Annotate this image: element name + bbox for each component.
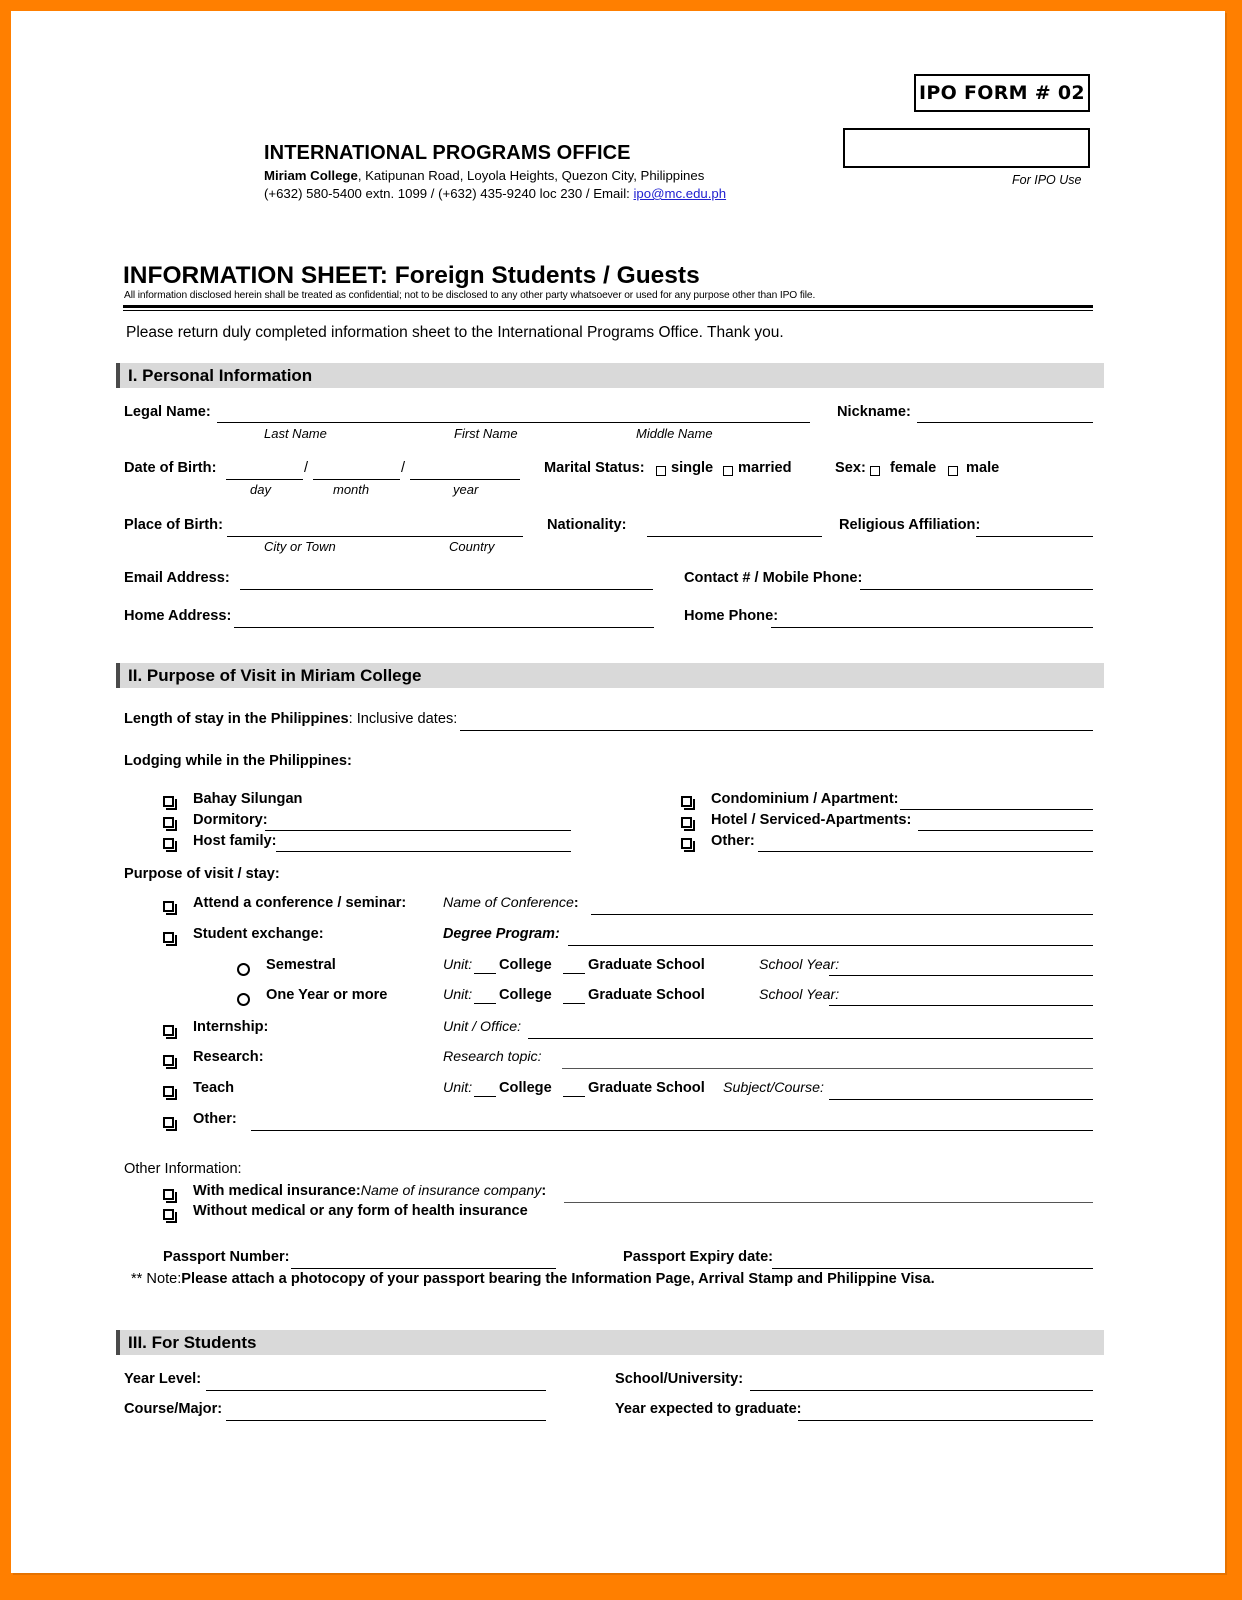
dormitory-input[interactable]: [265, 830, 571, 831]
passport-expiry-label: Passport Expiry date:: [623, 1249, 774, 1265]
marital-status-label: Marital Status:: [544, 460, 645, 476]
internship-label: Internship:: [193, 1019, 269, 1035]
length-of-stay-label: Length of stay in the Philippines: [124, 711, 349, 727]
one-year-school-year-input[interactable]: [829, 1005, 1093, 1006]
dob-separator-1: /: [304, 460, 309, 476]
religious-affiliation-input[interactable]: [976, 536, 1093, 537]
mobile-phone-label: Contact # / Mobile Phone:: [684, 570, 863, 586]
place-of-birth-label: Place of Birth:: [124, 517, 223, 533]
section-header-purpose-of-visit: [116, 663, 1104, 688]
lodging-label-host-family: Host family:: [193, 833, 277, 849]
hotel-serviced-apartments-input[interactable]: [918, 830, 1093, 831]
research-topic-input[interactable]: [562, 1068, 1093, 1069]
organization-address: [264, 168, 704, 183]
teach-unit-input[interactable]: [474, 1096, 496, 1097]
teach-graduate-school-label: Graduate School: [588, 1080, 705, 1096]
one-year-graduate-school-label: Graduate School: [588, 987, 705, 1003]
semestral-graduate-school-label: Graduate School: [588, 957, 705, 973]
caption-city-or-town: City or Town: [264, 539, 336, 554]
lodging-heading: Lodging while in the Philippines:: [124, 753, 352, 769]
checkbox-research[interactable]: [163, 1055, 174, 1066]
return-instruction: Please return duly completed information sheet to the International Programs Office. Thank you.: [126, 324, 784, 341]
sex-male-label: male: [966, 460, 1000, 476]
checkbox-sex-male[interactable]: [948, 466, 958, 476]
name-of-conference-italic: Name of Conference: [443, 895, 574, 911]
title-divider-thick: [123, 305, 1093, 308]
home-phone-input[interactable]: [771, 627, 1093, 628]
page-title: [123, 262, 700, 290]
caption-year: year: [453, 482, 479, 497]
marital-married-label: married: [738, 460, 792, 476]
semestral-school-year-input[interactable]: [829, 975, 1093, 976]
checkbox-condominium-apartment[interactable]: [681, 796, 692, 807]
sex-label: Sex:: [835, 460, 866, 476]
checkbox-marital-single[interactable]: [656, 466, 666, 476]
without-insurance-label: Without medical or any form of health insurance: [193, 1203, 528, 1219]
year-level-label: Year Level:: [124, 1371, 202, 1387]
school-university-input[interactable]: [750, 1390, 1093, 1391]
passport-note-prefix: ** Note:: [131, 1271, 182, 1287]
checkbox-dormitory[interactable]: [163, 817, 174, 828]
with-insurance-row: [193, 1183, 546, 1199]
name-of-conference-colon: :: [573, 895, 579, 911]
insurance-company-colon: :: [541, 1183, 547, 1199]
nickname-label: Nickname:: [837, 404, 911, 420]
passport-expiry-input[interactable]: [772, 1268, 1093, 1269]
caption-country: Country: [449, 539, 495, 554]
organization-phones: (+632) 580-5400 extn. 1099 / (+632) 435-9240 loc 230 / Email:: [264, 186, 634, 201]
insurance-company-input[interactable]: [564, 1202, 1093, 1203]
one-year-grad-input[interactable]: [563, 1003, 585, 1004]
passport-note: [131, 1271, 935, 1287]
length-of-stay-row: [124, 711, 457, 727]
radio-one-year-or-more[interactable]: [237, 993, 250, 1006]
student-exchange-label: Student exchange:: [193, 926, 324, 942]
lodging-label-hotel-serviced-apartments: Hotel / Serviced-Apartments:: [711, 812, 912, 828]
title-divider-thin: [123, 310, 1093, 311]
passport-note-text: Please attach a photocopy of your passport bearing the Information Page, Arrival Stamp and Philippine Visa.: [181, 1271, 935, 1287]
semestral-label: Semestral: [266, 957, 336, 973]
mobile-phone-input[interactable]: [860, 589, 1093, 590]
ipo-form-number-label: IPO FORM # 02: [919, 82, 1085, 104]
for-ipo-use-caption: For IPO Use: [1012, 173, 1082, 187]
section-label-personal-information: I. Personal Information: [128, 366, 313, 385]
internship-unit-office-label: Unit / Office:: [443, 1019, 522, 1035]
semestral-unit-label: Unit:: [443, 957, 473, 973]
purpose-other-input[interactable]: [251, 1130, 1093, 1131]
purpose-of-visit-heading: Purpose of visit / stay:: [124, 866, 280, 882]
marital-single-label: single: [671, 460, 714, 476]
organization-email-link[interactable]: ipo@mc.edu.ph: [633, 186, 727, 201]
one-year-college-label: College: [499, 987, 552, 1003]
lodging-label-dormitory: Dormitory:: [193, 812, 268, 828]
nickname-input[interactable]: [917, 422, 1093, 423]
checkbox-host-family[interactable]: [163, 838, 174, 849]
host-family-input[interactable]: [276, 851, 571, 852]
one-year-unit-label: Unit:: [443, 987, 473, 1003]
nationality-input[interactable]: [647, 536, 822, 537]
teach-grad-input[interactable]: [563, 1096, 585, 1097]
subject-course-label: Subject/Course:: [723, 1080, 824, 1096]
caption-middle-name: Middle Name: [636, 426, 713, 441]
checkbox-teach[interactable]: [163, 1086, 174, 1097]
inclusive-dates-input[interactable]: [460, 730, 1093, 731]
caption-month: month: [333, 482, 370, 497]
section-label-purpose-of-visit: II. Purpose of Visit in Miriam College: [128, 666, 422, 685]
teach-label: Teach: [193, 1080, 235, 1096]
caption-first-name: First Name: [454, 426, 518, 441]
email-address-label: Email Address:: [124, 570, 230, 586]
sex-female-label: female: [890, 460, 937, 476]
course-major-label: Course/Major:: [124, 1401, 223, 1417]
home-phone-label: Home Phone:: [684, 608, 779, 624]
email-address-input[interactable]: [240, 589, 653, 590]
checkbox-hotel-serviced-apartments[interactable]: [681, 817, 692, 828]
date-of-birth-label: Date of Birth:: [124, 460, 217, 476]
home-address-label: Home Address:: [124, 608, 232, 624]
place-of-birth-input[interactable]: [227, 536, 523, 537]
section-header-for-students: [116, 1330, 1104, 1355]
organization-name: Miriam College: [264, 168, 358, 183]
checkbox-attend-conference[interactable]: [163, 901, 174, 912]
research-topic-label: Research topic:: [443, 1049, 542, 1065]
organization-address-rest: , Katipunan Road, Loyola Heights, Quezon City, Philippines: [357, 168, 705, 183]
confidentiality-disclaimer: All information disclosed herein shall be treated as confidential; not to be disclosed to any other party whatsoever or used for any purpose other than IPO file.: [124, 290, 816, 301]
school-university-label: School/University:: [615, 1371, 744, 1387]
information-sheet: [11, 11, 1225, 1573]
internship-unit-office-input[interactable]: [528, 1038, 1093, 1039]
semestral-unit-input[interactable]: [474, 973, 496, 974]
one-year-unit-input[interactable]: [474, 1003, 496, 1004]
checkbox-without-medical-insurance[interactable]: [163, 1209, 174, 1220]
course-major-input[interactable]: [226, 1420, 546, 1421]
page-title-main: INFORMATION SHEET:: [123, 262, 388, 289]
dob-month-input[interactable]: [313, 479, 400, 480]
name-of-conference-field-label: [443, 895, 579, 911]
legal-name-input[interactable]: [217, 422, 810, 423]
lodging-label-bahay-silungan: Bahay Silungan: [193, 791, 303, 807]
dob-separator-2: /: [401, 460, 406, 476]
dob-year-input[interactable]: [410, 479, 520, 480]
teach-college-label: College: [499, 1080, 552, 1096]
lodging-label-other: Other:: [711, 833, 755, 849]
nationality-label: Nationality:: [547, 517, 627, 533]
caption-day: day: [250, 482, 271, 497]
document-paper: [11, 11, 1225, 1573]
radio-semestral[interactable]: [237, 963, 250, 976]
purpose-other-label: Other:: [193, 1111, 237, 1127]
legal-name-label: Legal Name:: [124, 404, 211, 420]
passport-number-label: Passport Number:: [163, 1249, 290, 1265]
organization-contact: [264, 186, 726, 201]
degree-program-label: Degree Program:: [443, 926, 560, 942]
checkbox-sex-female[interactable]: [870, 466, 880, 476]
checkbox-with-medical-insurance[interactable]: [163, 1189, 174, 1200]
semestral-school-year-label: School Year:: [759, 957, 840, 973]
section-label-for-students: III. For Students: [128, 1333, 257, 1352]
other-information-heading: Other Information:: [124, 1161, 242, 1177]
dob-day-input[interactable]: [226, 479, 303, 480]
religious-affiliation-label: Religious Affiliation:: [839, 517, 981, 533]
with-insurance-label: With medical insurance:: [193, 1183, 361, 1199]
checkbox-student-exchange[interactable]: [163, 932, 174, 943]
research-label: Research:: [193, 1049, 264, 1065]
checkbox-lodging-other[interactable]: [681, 838, 692, 849]
passport-number-input[interactable]: [291, 1268, 556, 1269]
insurance-company-italic: Name of insurance company: [360, 1183, 542, 1199]
checkbox-marital-married[interactable]: [723, 466, 733, 476]
subject-course-input[interactable]: [829, 1099, 1093, 1100]
section-header-personal-information: [116, 363, 1104, 388]
organization-title: INTERNATIONAL PROGRAMS OFFICE: [264, 142, 631, 164]
year-level-input[interactable]: [206, 1390, 546, 1391]
semestral-college-label: College: [499, 957, 552, 973]
degree-program-input[interactable]: [568, 945, 1093, 946]
name-of-conference-input[interactable]: [591, 914, 1093, 915]
page-title-subject: Foreign Students / Guests: [387, 262, 700, 289]
checkbox-internship[interactable]: [163, 1025, 174, 1036]
lodging-other-input[interactable]: [758, 851, 1093, 852]
checkbox-purpose-other[interactable]: [163, 1117, 174, 1128]
teach-unit-label: Unit:: [443, 1080, 473, 1096]
for-ipo-use-box[interactable]: [843, 128, 1090, 168]
semestral-grad-input[interactable]: [563, 973, 585, 974]
condominium-apartment-input[interactable]: [900, 809, 1093, 810]
attend-conference-label: Attend a conference / seminar:: [193, 895, 407, 911]
year-expected-graduate-input[interactable]: [798, 1420, 1093, 1421]
checkbox-bahay-silungan[interactable]: [163, 796, 174, 807]
lodging-label-condominium-apartment: Condominium / Apartment:: [711, 791, 899, 807]
home-address-input[interactable]: [234, 627, 654, 628]
one-year-label: One Year or more: [266, 987, 388, 1003]
ipo-form-number-box: [914, 74, 1090, 112]
caption-last-name: Last Name: [264, 426, 327, 441]
year-expected-graduate-label: Year expected to graduate:: [615, 1401, 802, 1417]
inclusive-dates-label: : Inclusive dates:: [348, 711, 458, 727]
one-year-school-year-label: School Year:: [759, 987, 840, 1003]
